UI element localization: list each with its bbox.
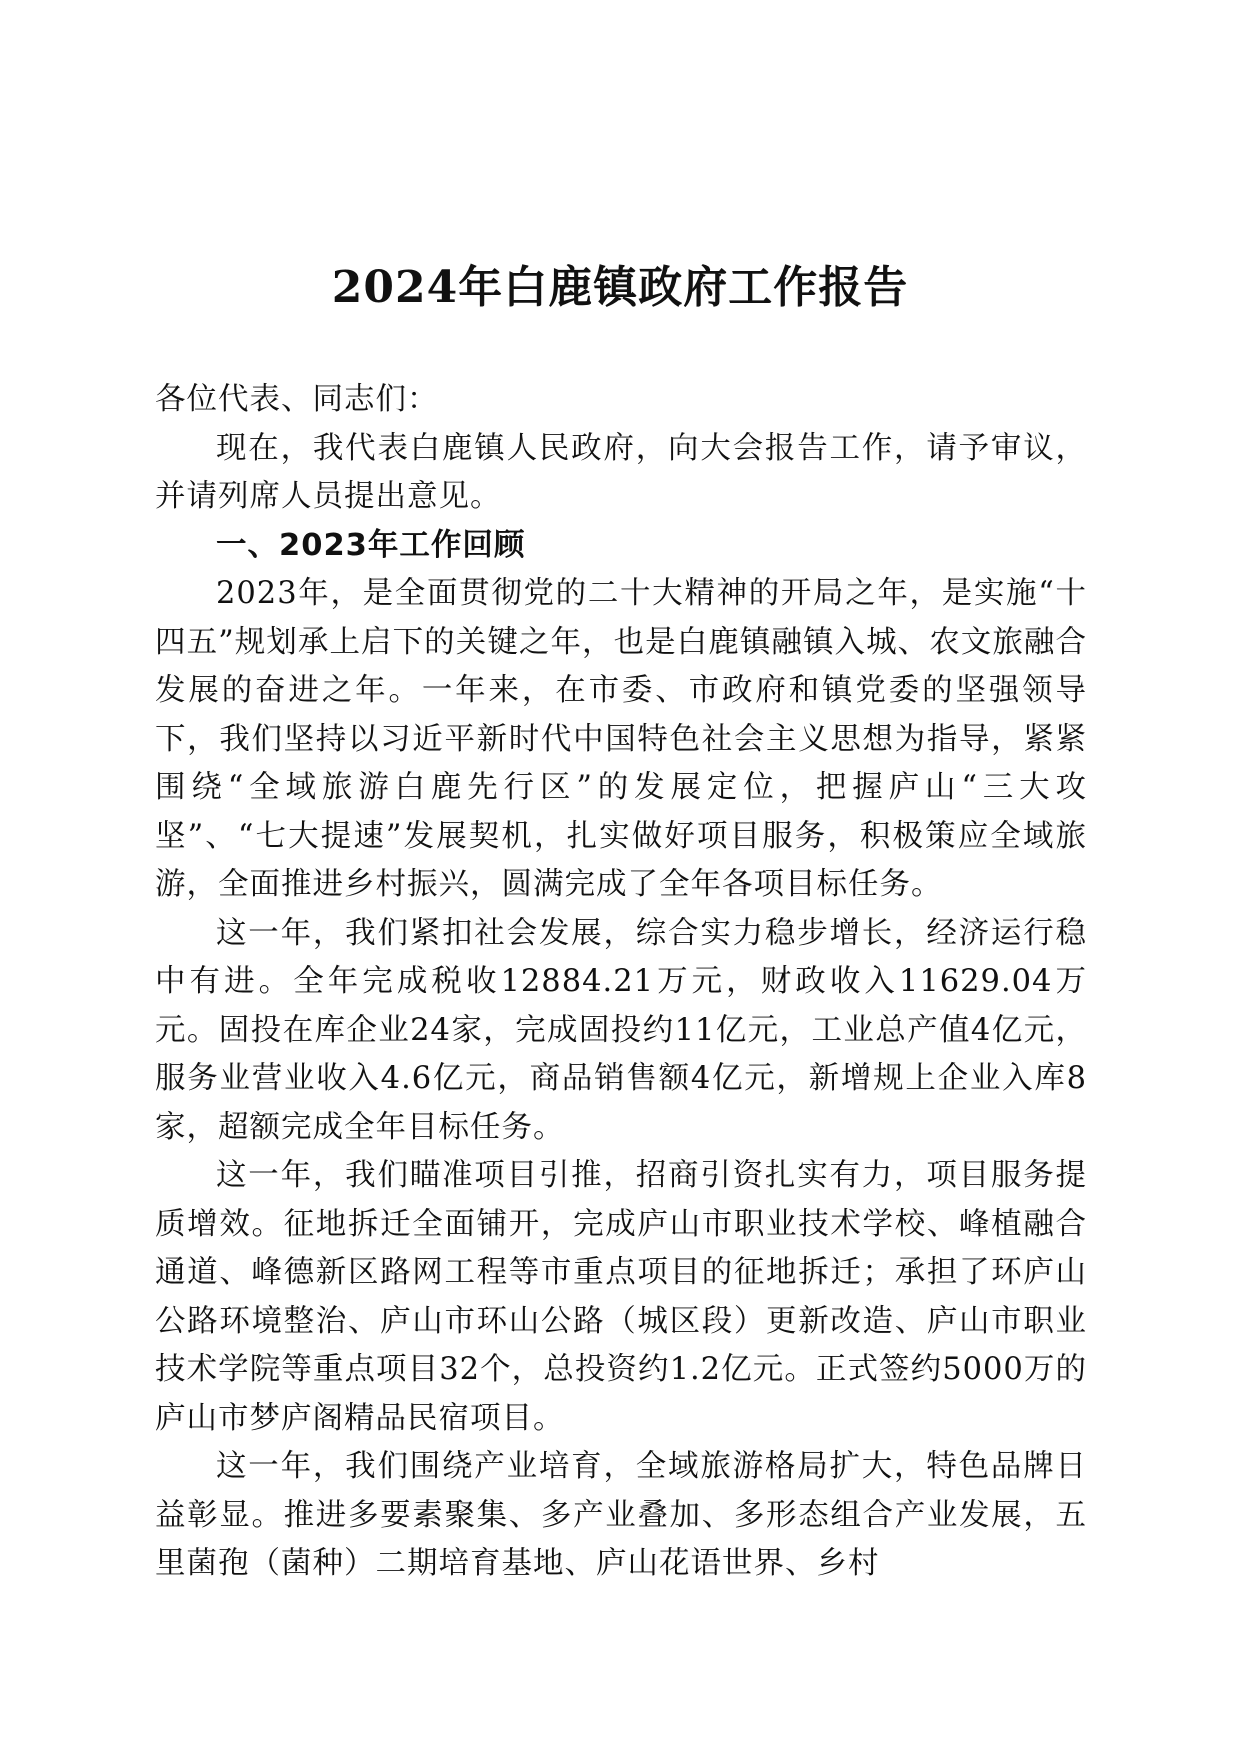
body-paragraph: 2023年，是全面贯彻党的二十大精神的开局之年，是实施“十四五”规划承上启下的关键之年，也是白鹿镇融镇入城、农文旅融合发展的奋进之年。一年来，在市委、市政府和镇党委的坚强领导下，我们坚持以习近平新时代中国特色社会主义思想为指导，紧紧围绕“全域旅游白鹿先行区”的发展定位，把握庐山“三大攻坚”、“七大提速”发展契机，扎实做好项目服务，积极策应全域旅游，全面推进乡村振兴，圆满完成了全年各项目标任务。 [155,576,1087,902]
section-heading: 一、2023年工作回顾 [216,527,526,563]
body-paragraph: 这一年，我们紧扣社会发展，综合实力稳步增长，经济运行稳中有进。全年完成税收12884.21万元，财政收入11629.04万元。固投在库企业24家，完成固投约11亿元，工业总产值4亿元，服务业营业收入4.6亿元，商品销售额4亿元，新增规上企业入库8家，超额完成全年目标任务。 [155,915,1087,1145]
document-title: 2024年白鹿镇政府工作报告 [331,262,909,313]
intro-paragraph: 现在，我代表白鹿镇人民政府，向大会报告工作，请予审议，并请列席人员提出意见。 [155,430,1087,514]
document-body [155,376,1087,1589]
salutation: 各位代表、同志们： [155,382,439,417]
body-paragraph: 这一年，我们围绕产业培育，全域旅游格局扩大，特色品牌日益彰显。推进多要素聚集、多产业叠加、多形态组合产业发展，五里菌孢（菌种）二期培育基地、庐山花语世界、乡村 [155,1449,1087,1581]
body-paragraph: 这一年，我们瞄准项目引推，招商引资扎实有力，项目服务提质增效。征地拆迁全面铺开，完成庐山市职业技术学校、峰植融合通道、峰德新区路网工程等市重点项目的征地拆迁；承担了环庐山公路环境整治、庐山市环山公路（城区段）更新改造、庐山市职业技术学院等重点项目32个，总投资约1.2亿元。正式签约5000万的庐山市梦庐阁精品民宿项目。 [155,1158,1087,1436]
